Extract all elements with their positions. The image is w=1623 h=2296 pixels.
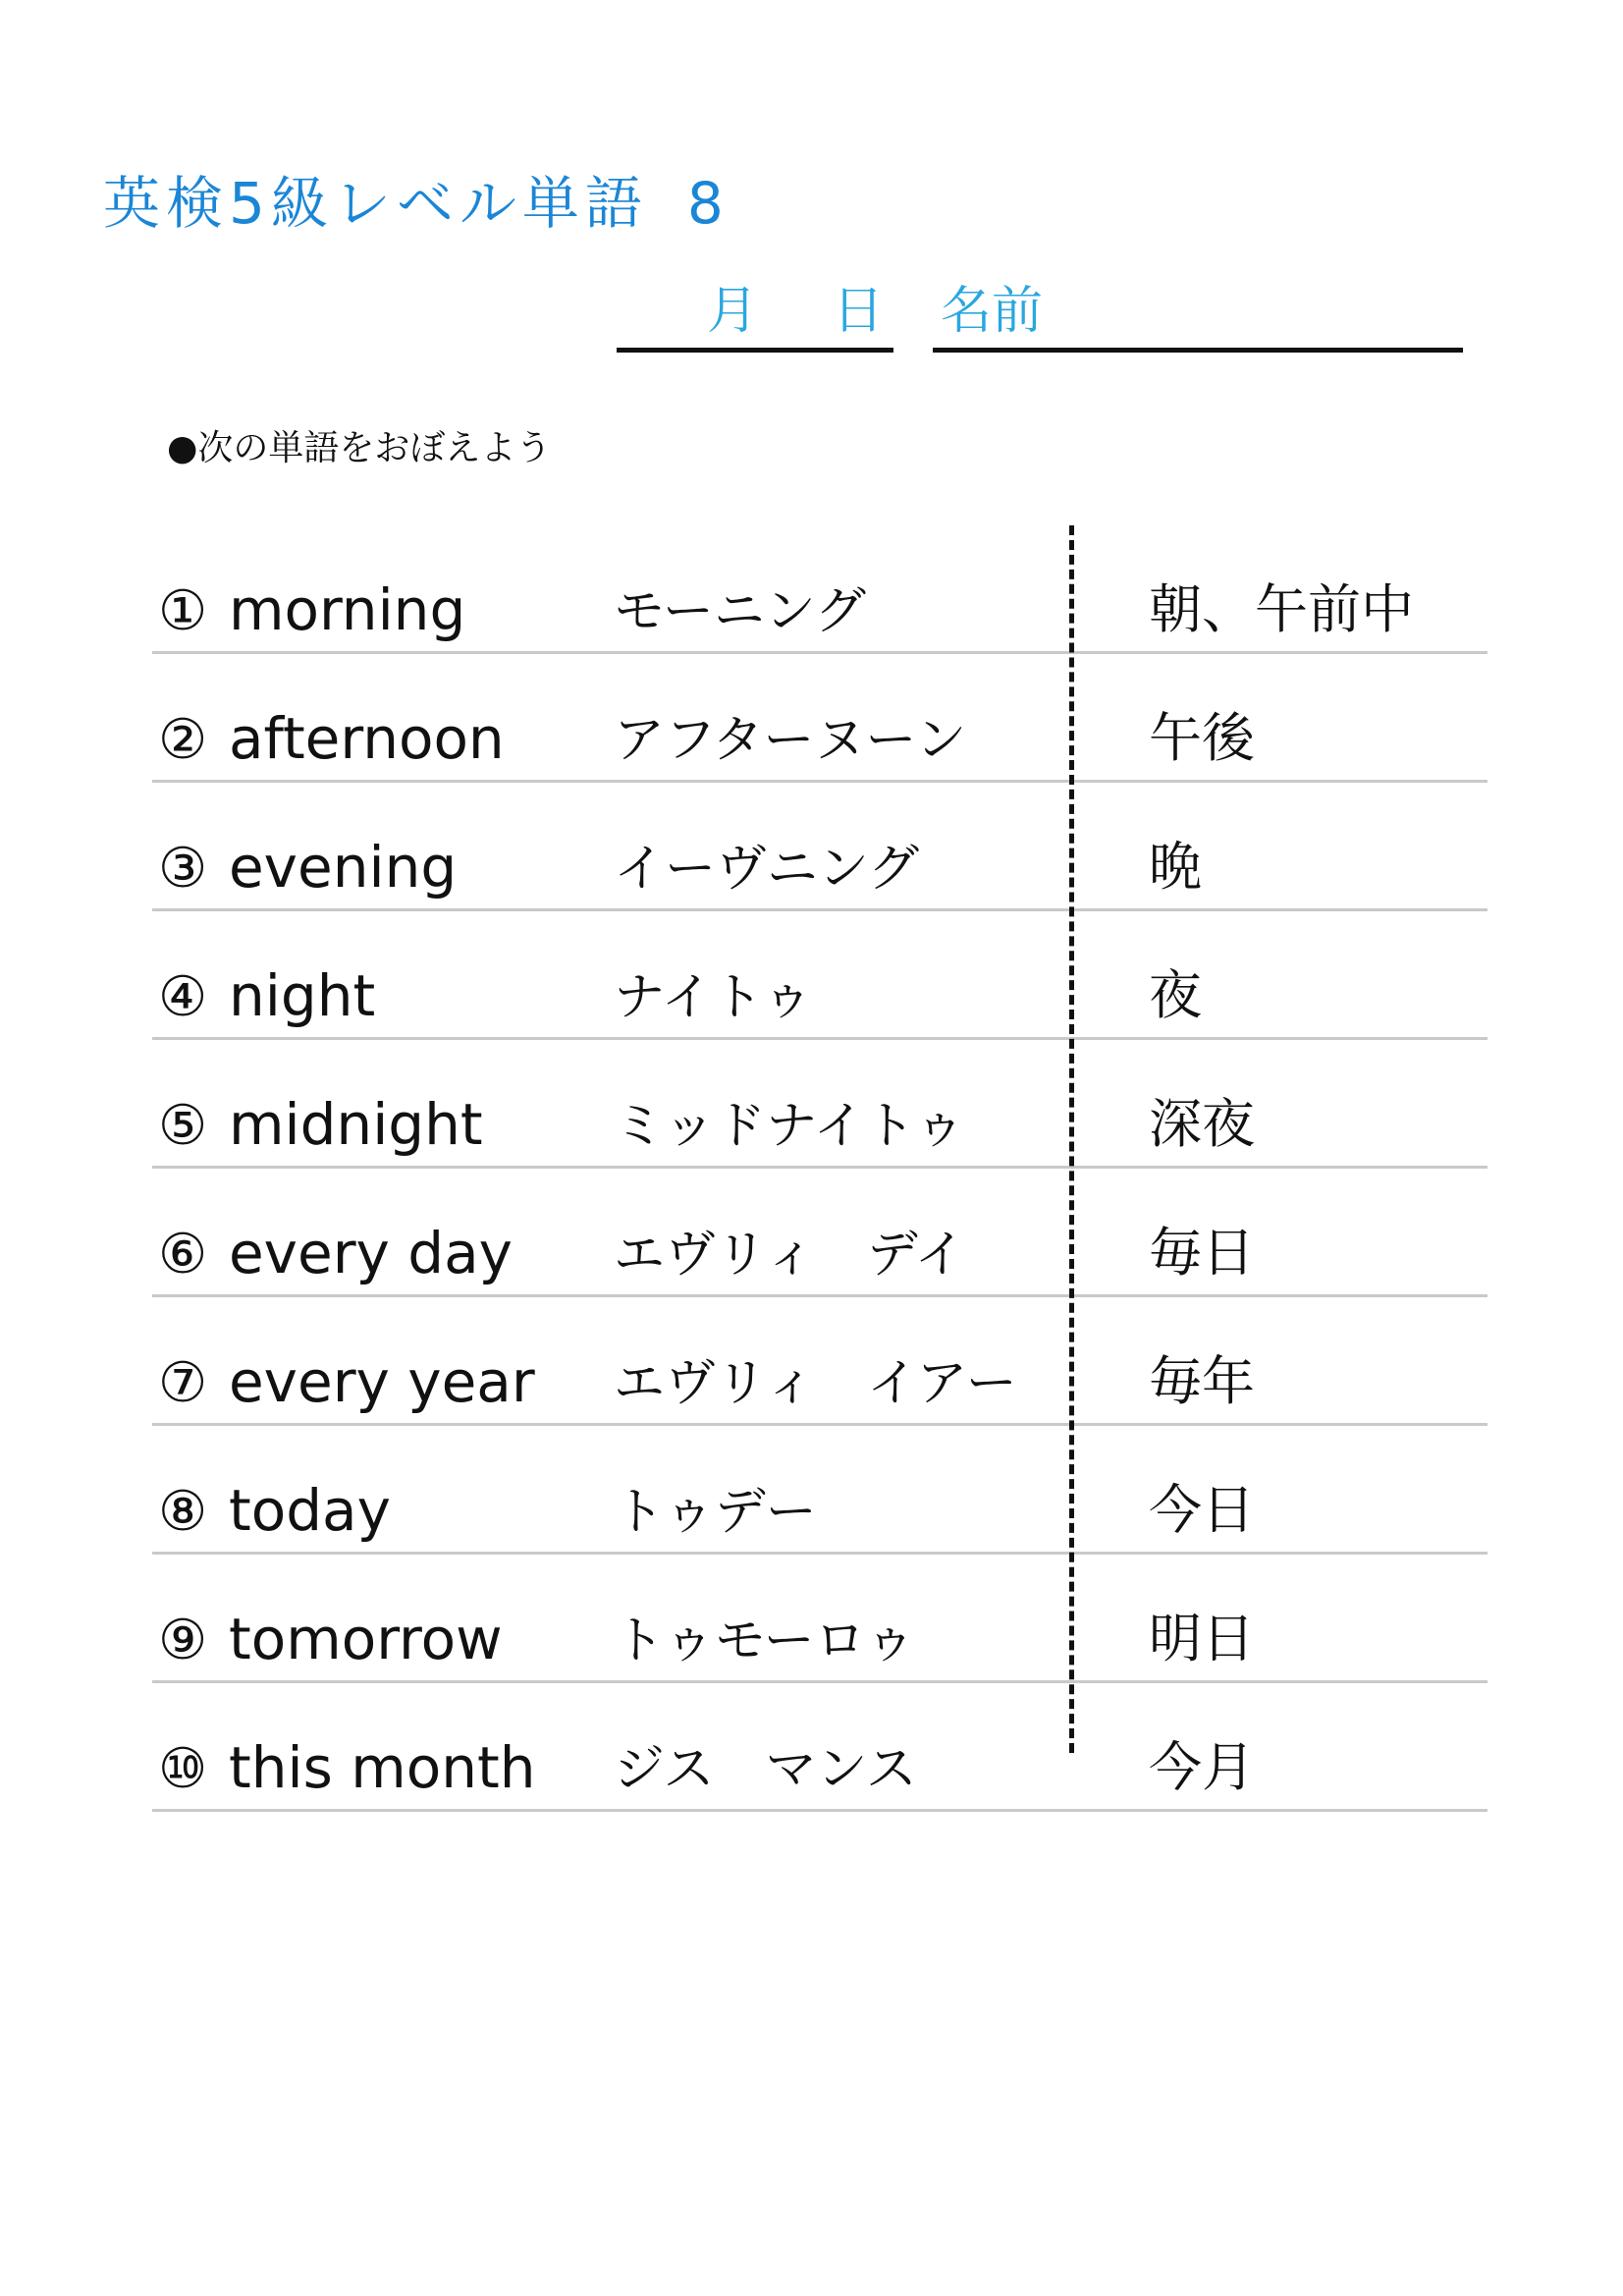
title-main: 英検5級レベル単語: [103, 170, 648, 237]
katakana-reading: エヴリィ イアー: [614, 1354, 1017, 1413]
table-row: [152, 525, 1488, 654]
japanese-meaning: 晩: [1149, 836, 1202, 898]
katakana-reading: ジス マンス: [614, 1740, 917, 1799]
title-number: 8: [686, 170, 730, 237]
date-field[interactable]: [617, 265, 893, 353]
katakana-reading: イーヴニング: [614, 840, 919, 899]
english-word: tomorrow: [229, 1606, 503, 1672]
dashed-divider: [1069, 525, 1074, 1753]
instruction-text: ●次の単語をおぼえよう: [167, 428, 552, 468]
table-row: [152, 783, 1488, 911]
english-word: evening: [229, 834, 458, 901]
japanese-meaning: 深夜: [1149, 1093, 1255, 1155]
row-index: ⑥: [158, 1223, 208, 1286]
row-index: ④: [158, 965, 208, 1029]
name-field[interactable]: [933, 265, 1463, 353]
katakana-reading: エヴリィ デイ: [614, 1226, 966, 1285]
english-word: afternoon: [229, 705, 505, 772]
name-label: 名前: [941, 282, 1044, 341]
table-row: [152, 1169, 1488, 1297]
japanese-meaning: 朝、午前中: [1149, 578, 1414, 640]
row-index: ⑦: [158, 1351, 208, 1415]
japanese-meaning: 明日: [1149, 1608, 1255, 1669]
english-word: every day: [229, 1220, 513, 1286]
row-index: ⑩: [158, 1737, 208, 1801]
katakana-reading: モーニング: [614, 582, 866, 641]
table-row: [152, 1555, 1488, 1683]
english-word: morning: [229, 576, 466, 643]
table-row: [152, 911, 1488, 1040]
english-word: every year: [229, 1348, 535, 1415]
row-index: ⑨: [158, 1609, 208, 1672]
japanese-meaning: 今月: [1149, 1736, 1255, 1798]
row-index: ⑧: [158, 1480, 208, 1544]
table-row: [152, 1426, 1488, 1555]
katakana-reading: ミッドナイトゥ: [614, 1097, 966, 1156]
japanese-meaning: 毎日: [1149, 1222, 1255, 1284]
katakana-reading: トゥデー: [614, 1483, 817, 1542]
table-row: [152, 654, 1488, 783]
page-title: [103, 157, 730, 240]
table-row: [152, 1683, 1488, 1812]
katakana-reading: トゥモーロゥ: [614, 1612, 916, 1670]
row-index: ⑤: [158, 1094, 208, 1158]
row-index: ①: [158, 579, 208, 643]
vocabulary-table: [152, 525, 1488, 1812]
english-word: today: [229, 1477, 391, 1544]
month-label: 月: [707, 282, 759, 341]
english-word: night: [229, 962, 376, 1029]
katakana-reading: ナイトゥ: [614, 968, 814, 1027]
japanese-meaning: 午後: [1149, 707, 1255, 769]
japanese-meaning: 夜: [1149, 964, 1202, 1026]
row-index: ③: [158, 837, 208, 901]
katakana-reading: アフターヌーン: [614, 711, 967, 770]
table-row: [152, 1040, 1488, 1169]
row-index: ②: [158, 708, 208, 772]
japanese-meaning: 毎年: [1149, 1350, 1255, 1412]
japanese-meaning: 今日: [1149, 1479, 1255, 1541]
day-label: 日: [833, 282, 885, 341]
english-word: this month: [229, 1734, 536, 1801]
table-row: [152, 1297, 1488, 1426]
english-word: midnight: [229, 1091, 483, 1158]
